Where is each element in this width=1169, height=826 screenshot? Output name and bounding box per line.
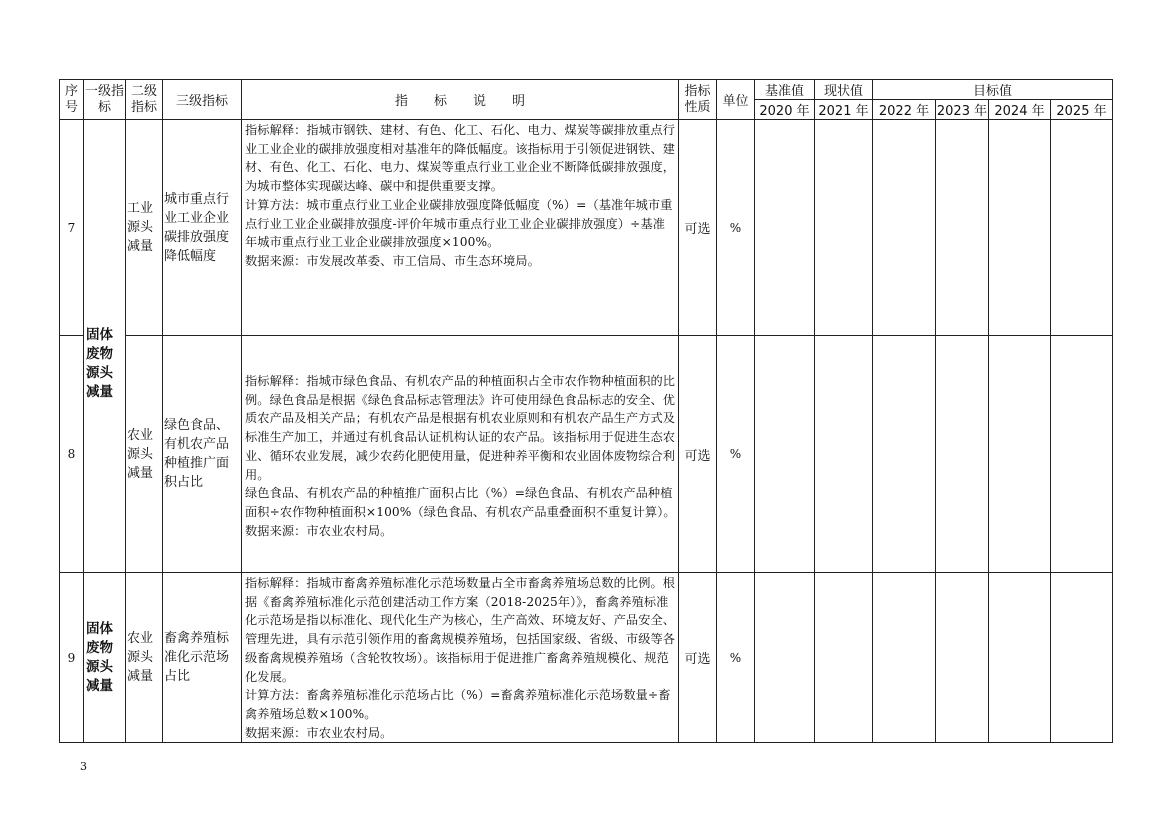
row-nature: 可选 — [679, 120, 717, 336]
row-current — [815, 120, 873, 336]
description-paragraph: 数据来源：市农业农村局。 — [245, 523, 393, 538]
row-level2: 工业源头减量 — [126, 120, 163, 336]
row-baseline — [755, 120, 815, 336]
header-level1: 一级指标 — [84, 80, 126, 120]
row-target-2022 — [873, 336, 936, 573]
page-number: 3 — [80, 760, 87, 773]
description-paragraph: 计算方法：城市重点行业工业企业碳排放强度降低幅度（%）=（基准年城市重点行业工业企业碳排放强度-评价年城市重点行业工业企业碳排放强度）÷基准年城市重点行业工业企业碳排放强度×100%。 — [245, 197, 673, 250]
row-unit: % — [717, 573, 755, 743]
row-baseline — [755, 336, 815, 573]
row-nature: 可选 — [679, 336, 717, 573]
row-description — [242, 573, 679, 743]
row-level1-cell — [84, 120, 126, 573]
row-current — [815, 573, 873, 743]
header-nature: 指标性质 — [679, 80, 717, 120]
row-level3: 畜禽养殖标准化示范场占比 — [163, 573, 242, 743]
row-seq: 7 — [60, 120, 84, 336]
header-year: 2020 年 — [755, 100, 815, 120]
header-target: 目标值 — [873, 80, 1113, 100]
row-level1: 固体废物源头减量 — [84, 573, 126, 743]
row-unit: % — [717, 120, 755, 336]
row-level3: 城市重点行业工业企业碳排放强度降低幅度 — [163, 120, 242, 336]
description-paragraph: 数据来源：市发展改革委、市工信局、市生态环境局。 — [245, 253, 540, 268]
header-description: 指 标 说 明 — [242, 80, 679, 120]
description-paragraph: 指标解释：指城市畜禽养殖标准化示范场数量占全市畜禽养殖场总数的比例。根据《畜禽养殖标准化示范创建活动工作方案（2018-2025年）》，畜禽养殖标准化示范场是指以标准化、现代化生产为核心，生产高效、环境友好、产品安全、管理先进，具有示范引领作用的畜禽规模养殖场，包括国家级、省级、市级等各级畜禽规模养殖场（含轮牧牧场）。该指标用于促进推广畜禽养殖规模化、规范化发展。 — [245, 576, 676, 684]
row-target-2025 — [1051, 573, 1113, 743]
row-target-2023 — [936, 120, 989, 336]
description-paragraph: 绿色食品、有机农产品的种植推广面积占比（%）=绿色食品、有机农产品种植面积÷农作物种植面积×100%（绿色食品、有机农产品重叠面积不重复计算）。 — [245, 486, 676, 519]
table-row — [60, 120, 1113, 336]
header-current: 现状值 — [815, 80, 873, 100]
header-seq: 序号 — [60, 80, 84, 120]
row-target-2024 — [989, 573, 1051, 743]
header-year: 2023 年 — [936, 100, 989, 120]
header-year: 2025 年 — [1051, 100, 1113, 120]
description-paragraph: 计算方法：畜禽养殖标准化示范场占比（%）=畜禽养殖标准化示范场数量÷畜禽养殖场总数×100%。 — [245, 688, 671, 721]
header-year: 2024 年 — [989, 100, 1051, 120]
row-description — [242, 336, 679, 573]
row-target-2024 — [989, 120, 1051, 336]
header-year: 2022 年 — [873, 100, 936, 120]
header-level3: 三级指标 — [163, 80, 242, 120]
row-target-2022 — [873, 573, 936, 743]
row-target-2025 — [1051, 336, 1113, 573]
row-target-2022 — [873, 120, 936, 336]
row-description — [242, 120, 679, 336]
table-row — [60, 573, 1113, 743]
header-year: 2021 年 — [815, 100, 873, 120]
row-unit: % — [717, 336, 755, 573]
header-baseline: 基准值 — [755, 80, 815, 100]
row-level2: 农业源头减量 — [126, 336, 163, 573]
row-level3: 绿色食品、有机农产品种植推广面积占比 — [163, 336, 242, 573]
row-baseline — [755, 573, 815, 743]
header-level2: 二级指标 — [126, 80, 163, 120]
row-seq: 9 — [60, 573, 84, 743]
table-row — [60, 336, 1113, 573]
row-current — [815, 336, 873, 573]
row-seq: 8 — [60, 336, 84, 573]
row-target-2025 — [1051, 120, 1113, 336]
row-target-2023 — [936, 336, 989, 573]
row-level2: 农业源头减量 — [126, 573, 163, 743]
description-paragraph: 数据来源：市农业农村局。 — [245, 725, 393, 740]
row-target-2024 — [989, 336, 1051, 573]
indicator-table — [59, 79, 1113, 743]
header-unit: 单位 — [717, 80, 755, 120]
row-level1: 固体废物源头减量 — [86, 327, 113, 400]
header-row-1 — [60, 80, 1113, 100]
description-paragraph: 指标解释：指城市钢铁、建材、有色、化工、石化、电力、煤炭等碳排放重点行业工业企业的碳排放强度相对基准年的降低幅度。该指标用于引领促进钢铁、建材、有色、化工、石化、电力、煤炭等重点行业工业企业不断降低碳排放强度，为城市整体实现碳达峰、碳中和提供重要支撑。 — [245, 123, 676, 194]
row-nature: 可选 — [679, 573, 717, 743]
description-paragraph: 指标解释：指城市绿色食品、有机农产品的种植面积占全市农作物种植面积的比例。绿色食品是根据《绿色食品标志管理法》许可使用绿色食品标志的安全、优质农产品及相关产品；有机农产品是根据有机农业原则和有机农产品生产方式及标准生产加工，并通过有机食品认证机构认证的农产品。该指标用于促进生态农业、循环农业发展，减少农药化肥使用量，促进种养平衡和农业固体废物综合利用。 — [245, 374, 676, 482]
row-target-2023 — [936, 573, 989, 743]
